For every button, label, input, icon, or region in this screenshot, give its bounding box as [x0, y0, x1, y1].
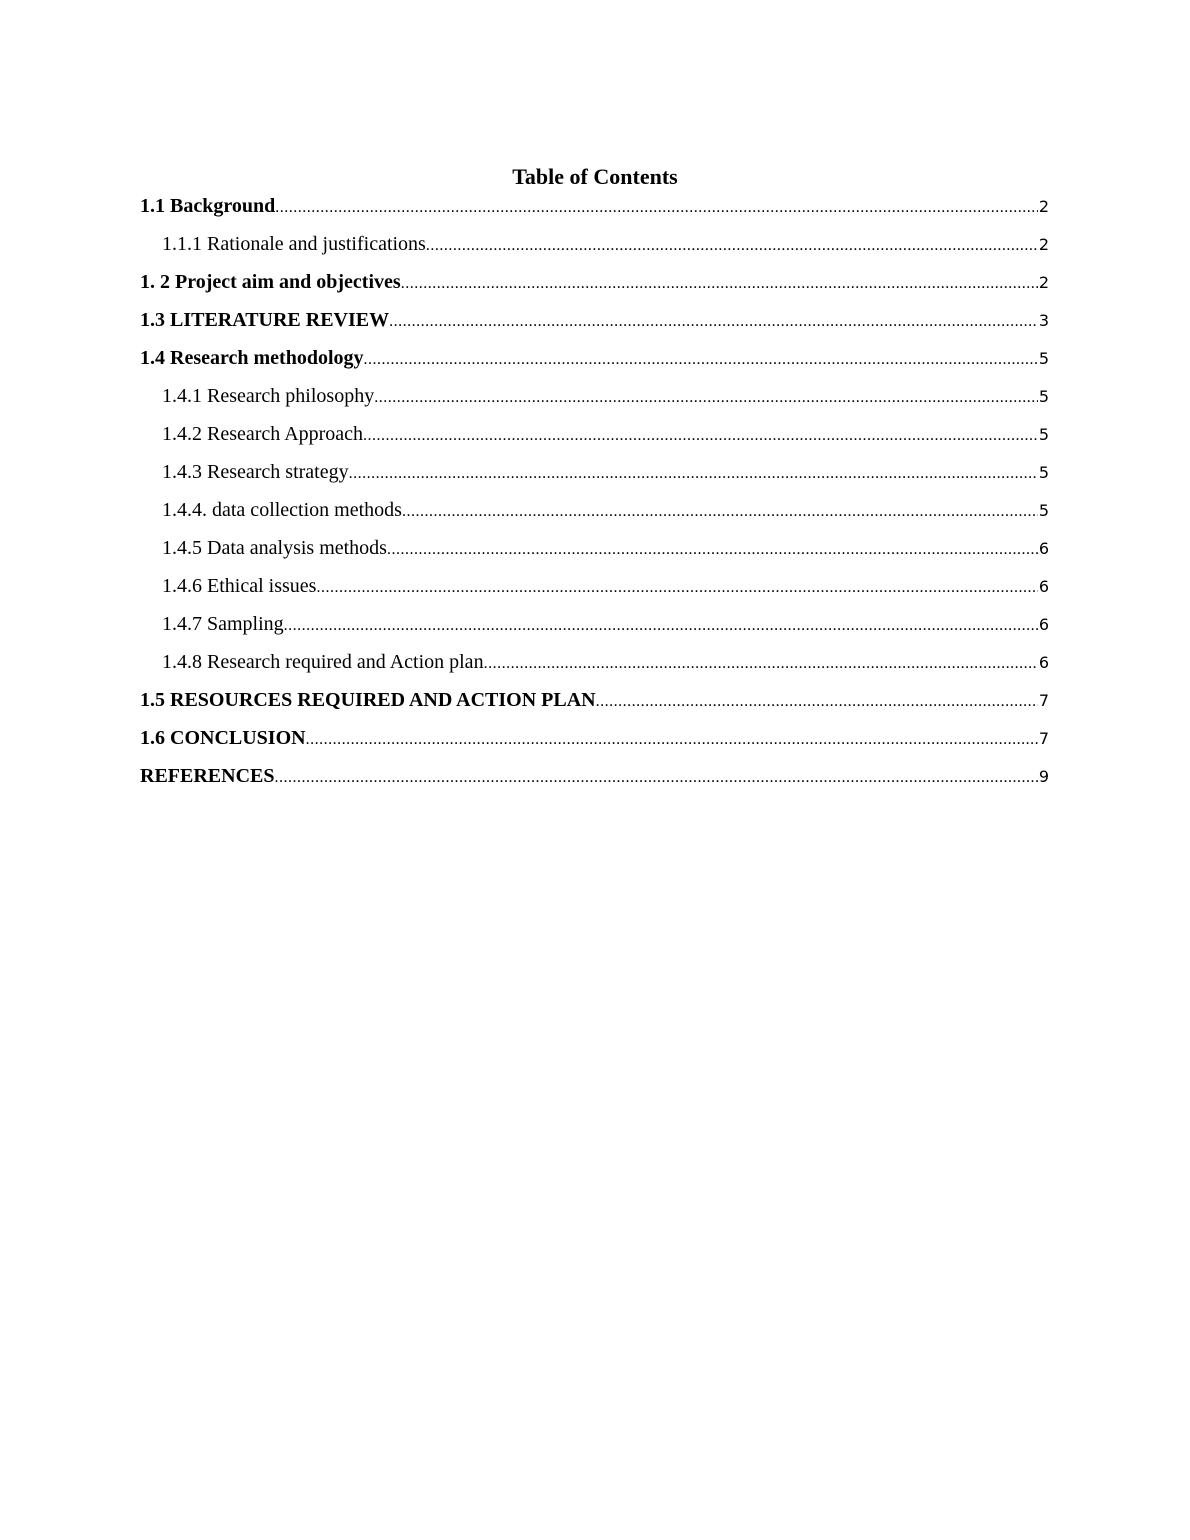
toc-entry-label: 1.4.3 Research strategy: [162, 461, 349, 483]
toc-dot-leader: [402, 497, 1038, 527]
toc-entry-page: 5: [1038, 501, 1049, 520]
toc-entry-label: 1.4.8 Research required and Action plan: [162, 651, 484, 673]
toc-entry-label: REFERENCES: [140, 765, 275, 787]
toc-dot-leader: [306, 725, 1038, 755]
toc-entry[interactable]: [140, 609, 1049, 647]
toc-entry-page: 5: [1038, 387, 1049, 406]
toc-entry-label: 1.4.5 Data analysis methods: [162, 537, 387, 559]
toc-entry-label: 1.5 RESOURCES REQUIRED AND ACTION PLAN: [140, 689, 596, 711]
toc-entry-label: 1.6 CONCLUSION: [140, 727, 306, 749]
toc-entry-label: 1.4.4. data collection methods: [162, 499, 402, 521]
toc-entry-label: 1.1.1 Rationale and justifications: [162, 233, 426, 255]
toc-title: Table of Contents: [512, 164, 678, 189]
toc-dot-leader: [387, 535, 1038, 565]
toc-entry-label: 1.4.7 Sampling: [162, 613, 284, 635]
toc-entry[interactable]: [140, 685, 1049, 723]
toc-entry[interactable]: [140, 533, 1049, 571]
toc-entry[interactable]: [140, 647, 1049, 685]
toc-dot-leader: [426, 231, 1038, 261]
toc-entry-label: 1.4.1 Research philosophy: [162, 385, 375, 407]
toc-entry[interactable]: [140, 419, 1049, 457]
toc-entry-page: 3: [1038, 311, 1049, 330]
toc-entry-page: 6: [1038, 653, 1049, 672]
toc-dot-leader: [284, 611, 1038, 641]
toc-entry-page: 9: [1038, 767, 1049, 786]
toc-dot-leader: [349, 459, 1038, 489]
toc-entry-page: 5: [1038, 425, 1049, 444]
toc-entry-label: 1.1 Background: [140, 195, 276, 217]
toc-dot-leader: [274, 763, 1037, 793]
toc-entry-page: 6: [1038, 539, 1049, 558]
toc-entry[interactable]: [140, 723, 1049, 761]
toc-entry-page: 2: [1038, 273, 1049, 292]
toc-entry[interactable]: [140, 305, 1049, 343]
toc-entry-page: 7: [1038, 729, 1049, 748]
toc-entry[interactable]: [140, 457, 1049, 495]
toc-entry-page: 6: [1038, 577, 1049, 596]
toc-list: [140, 191, 1049, 799]
toc-dot-leader: [389, 307, 1038, 337]
toc-entry-page: 2: [1038, 235, 1049, 254]
toc-entry-label: 1.4.2 Research Approach: [162, 423, 364, 445]
toc-entry-label: 1.3 LITERATURE REVIEW: [140, 309, 390, 331]
toc-entry-page: 5: [1038, 463, 1049, 482]
toc-entry-page: 2: [1038, 197, 1049, 216]
toc-entry-label: 1.4 Research methodology: [140, 347, 364, 369]
toc-dot-leader: [275, 193, 1038, 223]
toc-dot-leader: [316, 573, 1037, 603]
toc-entry-page: 5: [1038, 349, 1049, 368]
toc-dot-leader: [484, 649, 1038, 679]
toc-entry-label: 1.4.6 Ethical issues: [162, 575, 317, 597]
toc-entry[interactable]: [140, 761, 1049, 799]
toc-dot-leader: [364, 345, 1038, 375]
toc-entry[interactable]: [140, 495, 1049, 533]
toc-dot-leader: [401, 269, 1038, 299]
toc-entry-page: 7: [1038, 691, 1049, 710]
toc-entry-page: 6: [1038, 615, 1049, 634]
toc-entry[interactable]: [140, 267, 1049, 305]
toc-entry[interactable]: [140, 191, 1049, 229]
toc-entry[interactable]: [140, 381, 1049, 419]
toc-entry-label: 1. 2 Project aim and objectives: [140, 271, 401, 293]
toc-entry[interactable]: [140, 229, 1049, 267]
toc-dot-leader: [374, 383, 1038, 413]
toc-dot-leader: [596, 687, 1038, 717]
toc-dot-leader: [363, 421, 1038, 451]
toc-entry[interactable]: [140, 343, 1049, 381]
toc-entry[interactable]: [140, 571, 1049, 609]
